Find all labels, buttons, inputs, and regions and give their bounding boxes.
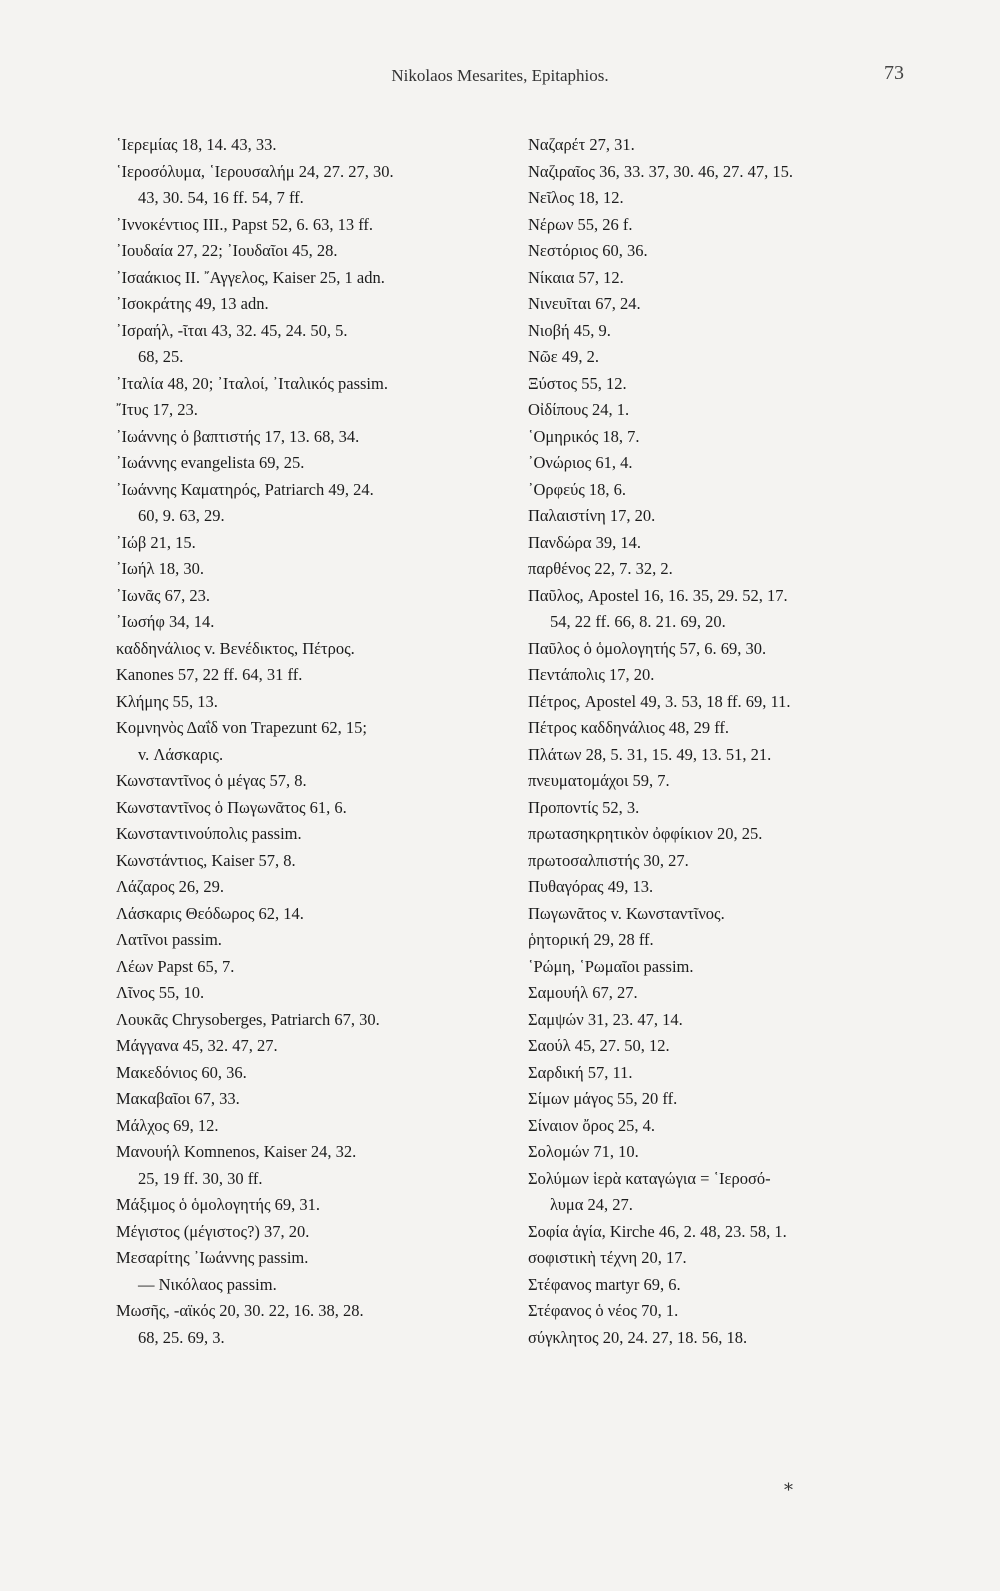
- index-entry: Σολύμων ἱερὰ καταγώγια = ῾Ιεροσό-: [528, 1168, 771, 1188]
- index-entry: λυμα 24, 27.: [550, 1195, 633, 1214]
- page-number: 73: [884, 62, 904, 84]
- index-entry: ῾Ιεροσόλυμα, ῾Ιερουσαλήμ 24, 27. 27, 30.: [116, 161, 394, 181]
- index-entry: Κωνσταντῖνος ὁ μέγας 57, 8.: [116, 771, 307, 790]
- index-entry: ᾿Ισαάκιος II. ῎Αγγελος, Kaiser 25, 1 adn.: [116, 267, 385, 287]
- index-entry: Λάσκαρις Θεόδωρος 62, 14.: [116, 903, 304, 923]
- index-entry: v. Λάσκαρις.: [138, 744, 224, 764]
- index-entry: ᾿Ιταλία 48, 20; ᾿Ιταλοί, ᾿Ιταλικός passim.: [116, 373, 388, 393]
- index-entry: ᾿Ιωάννης Καματηρός, Patriarch 49, 24.: [116, 479, 374, 499]
- index-entry: Μωσῆς, -αϊκός 20, 30. 22, 16. 38, 28.: [116, 1301, 364, 1320]
- index-entry: Λῖνος 55, 10.: [116, 983, 205, 1002]
- index-column-left: [116, 132, 496, 1351]
- index-entry: Οἰδίπους 24, 1.: [528, 400, 630, 419]
- index-entry: Kanones 57, 22 ff. 64, 31 ff.: [116, 665, 303, 684]
- index-entry: ᾿Ιννοκέντιος III., Papst 52, 6. 63, 13 ff.: [116, 214, 374, 234]
- index-entry: ᾿Ιουδαία 27, 22; ᾿Ιουδαῖοι 45, 28.: [116, 241, 338, 260]
- index-entry: 54, 22 ff. 66, 8. 21. 69, 20.: [550, 612, 726, 631]
- running-header: Nikolaos Mesarites, Epitaphios.: [391, 66, 609, 85]
- index-entry: σοφιστικὴ τέχνη 20, 17.: [528, 1248, 687, 1267]
- index-entry: ῥητορική 29, 28 ff.: [528, 930, 654, 949]
- index-entry: ᾿Ισραήλ, -ῖται 43, 32. 45, 24. 50, 5.: [116, 320, 348, 340]
- index-entry: Πέτρος καδδηνάλιος 48, 29 ff.: [528, 718, 730, 737]
- index-entry: ῾Ομηρικός 18, 7.: [528, 426, 640, 446]
- index-entry: Νιοβή 45, 9.: [528, 320, 611, 340]
- index-entry: παρθένος 22, 7. 32, 2.: [528, 559, 673, 578]
- index-entry: ᾿Ιώβ 21, 15.: [116, 532, 196, 552]
- index-entry: Κομνηνὸς Δαΐδ von Trapezunt 62, 15;: [116, 718, 367, 737]
- index-entry: Μανουήλ Komnenos, Kaiser 24, 32.: [116, 1142, 357, 1161]
- index-entry: πνευματομάχοι 59, 7.: [528, 771, 670, 790]
- index-entry: Κωνσταντινούπολις passim.: [116, 824, 302, 843]
- index-entry: Πωγωνᾶτος v. Κωνσταντῖνος.: [528, 903, 725, 923]
- index-entry: 60, 9. 63, 29.: [138, 506, 225, 525]
- index-entry: Παλαιστίνη 17, 20.: [528, 506, 656, 525]
- index-entry: Σαμουήλ 67, 27.: [528, 983, 638, 1002]
- index-entry: Λέων Papst 65, 7.: [116, 956, 235, 976]
- index-entry: ᾿Ορφεύς 18, 6.: [528, 479, 627, 499]
- index-entry: Πυθαγόρας 49, 13.: [528, 877, 654, 896]
- index-entry: Πλάτων 28, 5. 31, 15. 49, 13. 51, 21.: [528, 744, 772, 764]
- end-asterisk: *: [784, 1480, 793, 1501]
- index-entry: Νεστόριος 60, 36.: [528, 241, 648, 260]
- index-entry: Πανδώρα 39, 14.: [528, 532, 642, 552]
- index-entry: Κωνστάντιος, Kaiser 57, 8.: [116, 850, 296, 870]
- index-entry: Σαμψών 31, 23. 47, 14.: [528, 1009, 683, 1029]
- index-entry: Νῶε 49, 2.: [528, 347, 599, 366]
- index-entry: ῾Ιερεμίας 18, 14. 43, 33.: [116, 135, 277, 154]
- index-entry: πρωτοσαλπιστής 30, 27.: [528, 850, 689, 870]
- index-entry: ᾿Ιωνᾶς 67, 23.: [116, 585, 210, 605]
- index-entry: Μάγγανα 45, 32. 47, 27.: [116, 1036, 278, 1055]
- index-entry: ῎Ιτυς 17, 23.: [116, 400, 198, 419]
- index-entry: Ναζαρέτ 27, 31.: [528, 135, 635, 154]
- index-entry: Μακεδόνιος 60, 36.: [116, 1062, 247, 1082]
- index-entry: ᾿Ισοκράτης 49, 13 adn.: [116, 294, 269, 313]
- index-entry: Μέγιστος (μέγιστος?) 37, 20.: [116, 1221, 310, 1241]
- index-entry: Στέφανος martyr 69, 6.: [528, 1274, 681, 1294]
- index-entry: σύγκλητος 20, 24. 27, 18. 56, 18.: [528, 1327, 748, 1347]
- index-entry: καδδηνάλιος v. Βενέδικτος, Πέτρος.: [116, 638, 355, 658]
- index-entry: Μάλχος 69, 12.: [116, 1115, 219, 1135]
- index-entry: 25, 19 ff. 30, 30 ff.: [138, 1168, 263, 1188]
- index-entry: Νέρων 55, 26 f.: [528, 214, 633, 234]
- index-entry: Λατῖνοι passim.: [116, 930, 222, 949]
- index-entry: Λουκᾶς Chrysoberges, Patriarch 67, 30.: [116, 1009, 380, 1029]
- index-entry: ᾿Ιωάννης ὁ βαπτιστής 17, 13. 68, 34.: [116, 426, 360, 446]
- index-entry: Σίναιον ὄρος 25, 4.: [528, 1115, 655, 1135]
- index-entry: Ξύστος 55, 12.: [528, 373, 627, 393]
- index-entry: Στέφανος ὁ νέος 70, 1.: [528, 1301, 679, 1320]
- index-entry: ᾿Ιωάννης evangelista 69, 25.: [116, 453, 305, 472]
- index-entry: Προποντίς 52, 3.: [528, 797, 640, 817]
- index-entry: 43, 30. 54, 16 ff. 54, 7 ff.: [138, 188, 304, 207]
- index-entry: Μάξιμος ὁ ὁμολογητής 69, 31.: [116, 1195, 321, 1214]
- index-entry: πρωτασηκρητικὸν ὀφφίκιον 20, 25.: [528, 824, 763, 843]
- index-entry: Παῦλος, Apostel 16, 16. 35, 29. 52, 17.: [528, 585, 788, 605]
- index-entry: Νινευῖται 67, 24.: [528, 294, 641, 313]
- index-entry: ᾿Ιωσήφ 34, 14.: [116, 612, 215, 631]
- index-entry: Νεῖλος 18, 12.: [528, 188, 624, 207]
- index-entry: — Νικόλαος passim.: [138, 1274, 277, 1294]
- index-entry: Μακαβαῖοι 67, 33.: [116, 1089, 240, 1108]
- index-entry: Κλήμης 55, 13.: [116, 691, 218, 711]
- index-entry: Λάζαρος 26, 29.: [116, 877, 225, 896]
- index-entry: 68, 25. 69, 3.: [138, 1327, 225, 1347]
- index-entry: Πέτρος, Apostel 49, 3. 53, 18 ff. 69, 11.: [528, 691, 791, 711]
- index-entry: Μεσαρίτης ᾿Ιωάννης passim.: [116, 1248, 309, 1267]
- index-entry: ᾿Ιωήλ 18, 30.: [116, 559, 204, 578]
- index-entry: Σαρδική 57, 11.: [528, 1062, 633, 1082]
- index-entry: Σοφία ἁγία, Kirche 46, 2. 48, 23. 58, 1.: [528, 1221, 787, 1241]
- index-entry: Πεντάπολις 17, 20.: [528, 665, 655, 684]
- index-entry: Σαούλ 45, 27. 50, 12.: [528, 1036, 670, 1055]
- index-entry: 68, 25.: [138, 347, 184, 366]
- index-entry: Κωνσταντῖνος ὁ Πωγωνᾶτος 61, 6.: [116, 797, 347, 817]
- index-entry: Σίμων μάγος 55, 20 ff.: [528, 1089, 678, 1108]
- index-column-right: [528, 132, 913, 1351]
- index-entry: ῾Ρώμη, ῾Ρωμαῖοι passim.: [528, 956, 694, 976]
- index-entry: ᾿Ονώριος 61, 4.: [528, 453, 633, 472]
- index-entry: Παῦλος ὁ ὁμολογητής 57, 6. 69, 30.: [528, 638, 767, 658]
- index-entry: Σολομών 71, 10.: [528, 1142, 639, 1161]
- index-entry: Ναζιραῖος 36, 33. 37, 30. 46, 27. 47, 15.: [528, 161, 793, 181]
- index-entry: Νίκαια 57, 12.: [528, 267, 624, 287]
